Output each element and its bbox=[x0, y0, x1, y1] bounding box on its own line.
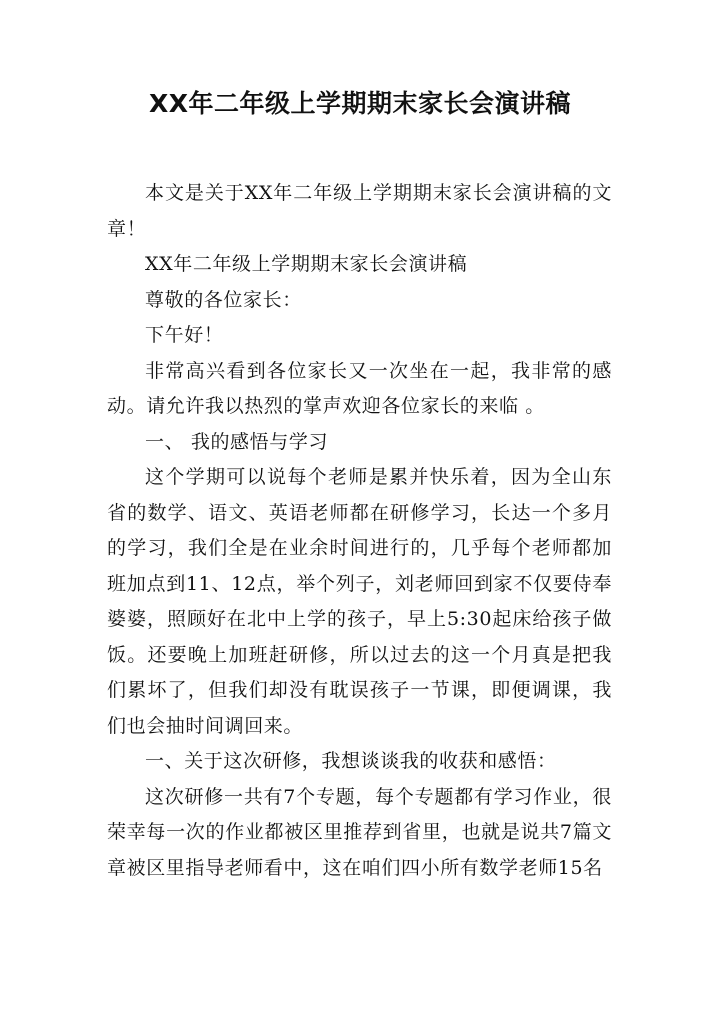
section-heading-1: 一、 我的感悟与学习 bbox=[145, 430, 329, 453]
section-heading-2: 一、关于这次研修，我想谈谈我的收获和感悟： bbox=[145, 750, 557, 772]
document-body bbox=[107, 176, 612, 886]
salutation-paragraph: 尊敬的各位家长： bbox=[145, 288, 302, 311]
body-paragraph-1: 这个学期可以说每个老师是累并快乐着，因为全山东省的数学、语文、英语老师都在研修学习，长达一个多月的学习，我们全是在业余时间进行的，几乎每个老师都加班加点到11、12点，举个列子，刘老师回到家不仅要侍奉婆婆，照顾好在北中上学的孩子，早上5:30起床给孩子做饭。还要晚上加班赶研修，所以过去的这一个月真是把我们累坏了，但我们却没有耽误孩子一节课，即便调课，我们也会抽时间调回来。 bbox=[107, 466, 612, 737]
document-title: XX年二年级上学期期末家长会演讲稿 bbox=[148, 89, 572, 118]
body-paragraph-2: 这次研修一共有7个专题，每个专题都有学习作业，很荣幸每一次的作业都被区里推荐到省里，也就是说共7篇文章被区里指导老师看中，这在咱们四小所有数学老师15名 bbox=[107, 785, 612, 879]
intro-paragraph: 本文是关于XX年二年级上学期期末家长会演讲稿的文章！ bbox=[107, 182, 612, 240]
subtitle-paragraph: XX年二年级上学期期末家长会演讲稿 bbox=[145, 253, 468, 275]
greeting-paragraph: 下午好！ bbox=[145, 324, 224, 346]
welcome-paragraph: 非常高兴看到各位家长又一次坐在一起，我非常的感动。请允许我以热烈的掌声欢迎各位家长的来临 。 bbox=[107, 359, 612, 417]
